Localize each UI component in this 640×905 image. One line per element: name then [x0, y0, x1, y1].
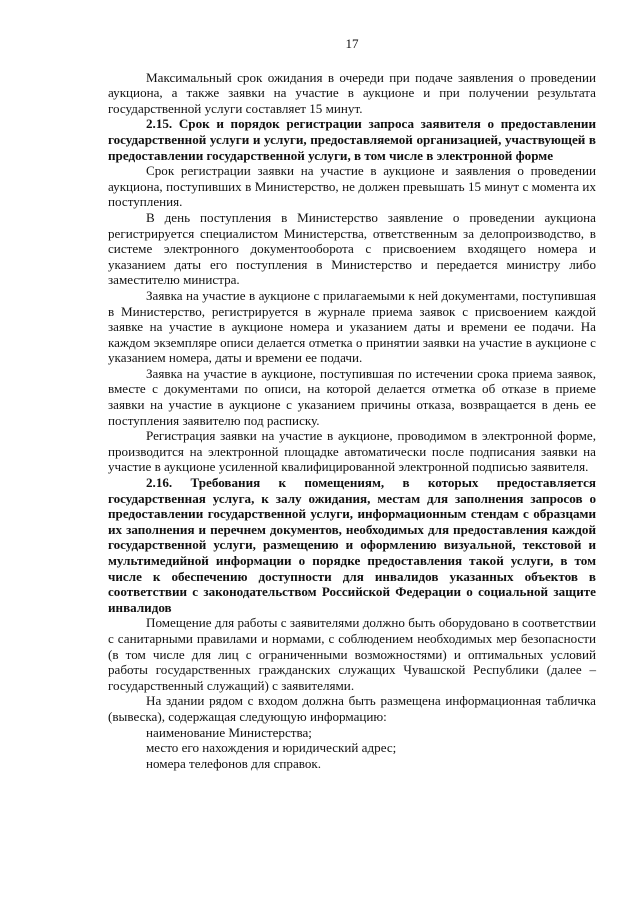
paragraph-max-wait-time: Максимальный срок ожидания в очереди при подаче заявления о проведении аукциона, а также заявки на участие в аукционе и при получении результата государственной услуги составляет 15 минут. — [108, 69, 596, 116]
section-heading-2-15: 2.15. Срок и порядок регистрации запроса заявителя о предоставлении государственной услуги и услуги, предоставляемой организацией, участвующей в предоставлении государственной услуги, в том числе в электронной форме — [108, 116, 596, 163]
paragraph-late-bid-return: Заявка на участие в аукционе, поступившая по истечении срока приема заявок, вместе с документами по описи, на которой делается отметка об отказе в приеме заявки на участие в аукционе с указанием причины отказа, возвращается в день ее поступления заявителю под расписку. — [108, 365, 596, 428]
list-item-phone-numbers: номера телефонов для справок. — [146, 755, 322, 771]
section-heading-2-16: 2.16. Требования к помещениям, в которых предоставляется государственная услуга, к залу ожидания, местам для заполнения запросов о предоставлении государственной услуги, информационным стендам с образцами их заполнения и перечнем документов, необходимых для предоставления каждой государственной услуги, размещению и оформлению визуальной, текстовой и мультимедийной информации о порядке предоставления такой услуги, в том числе к обеспечению доступности для инвалидов указанных объектов в соответствии с законодательством Российской Федерации о социальной защите инвалидов — [108, 475, 596, 615]
list-item-location-address: место его нахождения и юридический адрес; — [146, 740, 397, 756]
paragraph-information-sign: На здании рядом с входом должна быть размещена информационная табличка (вывеска), содержащая следующую информацию: — [108, 693, 596, 724]
document-page — [108, 36, 596, 771]
paragraph-application-registration: В день поступления в Министерство заявление о проведении аукциона регистрируется специалистом Министерства, ответственным за делопроизводство, в системе электронного документооборота с присвоением входящего номера и указанием даты его поступления в Министерство и передается министру либо заместителю министра. — [108, 209, 596, 288]
paragraph-bid-registration: Заявка на участие в аукционе с прилагаемыми к ней документами, поступившая в Министерство, регистрируется в журнале приема заявок с присвоением каждой заявке на участие в аукционе номера и указанием даты и времени ее подачи. На каждом экземпляре описи делается отметка о принятии заявки на участие в аукционе с указанием номера, даты и времени ее подачи. — [108, 287, 596, 366]
page-number: 17 — [345, 36, 359, 51]
paragraph-electronic-registration: Регистрация заявки на участие в аукционе, проводимом в электронной форме, производится на электронной площадке автоматически после подписания заявки на участие в аукционе усиленной квалифицированной электронной подписью заявителя. — [108, 428, 596, 475]
paragraph-registration-term: Срок регистрации заявки на участие в аукционе и заявления о проведении аукциона, поступивших в Министерство, не должен превышать 15 минут с момента их поступления. — [108, 163, 596, 210]
paragraph-premises-requirements: Помещение для работы с заявителями должно быть оборудовано в соответствии с санитарными правилами и нормами, с соблюдением необходимых мер безопасности (в том числе для лиц с ограниченными возможностями) и оптимальных условий работы государственных гражданских служащих Чувашской Республики (далее – государственный служащий) с заявителями. — [108, 615, 596, 693]
list-item-ministry-name: наименование Министерства; — [146, 724, 312, 740]
